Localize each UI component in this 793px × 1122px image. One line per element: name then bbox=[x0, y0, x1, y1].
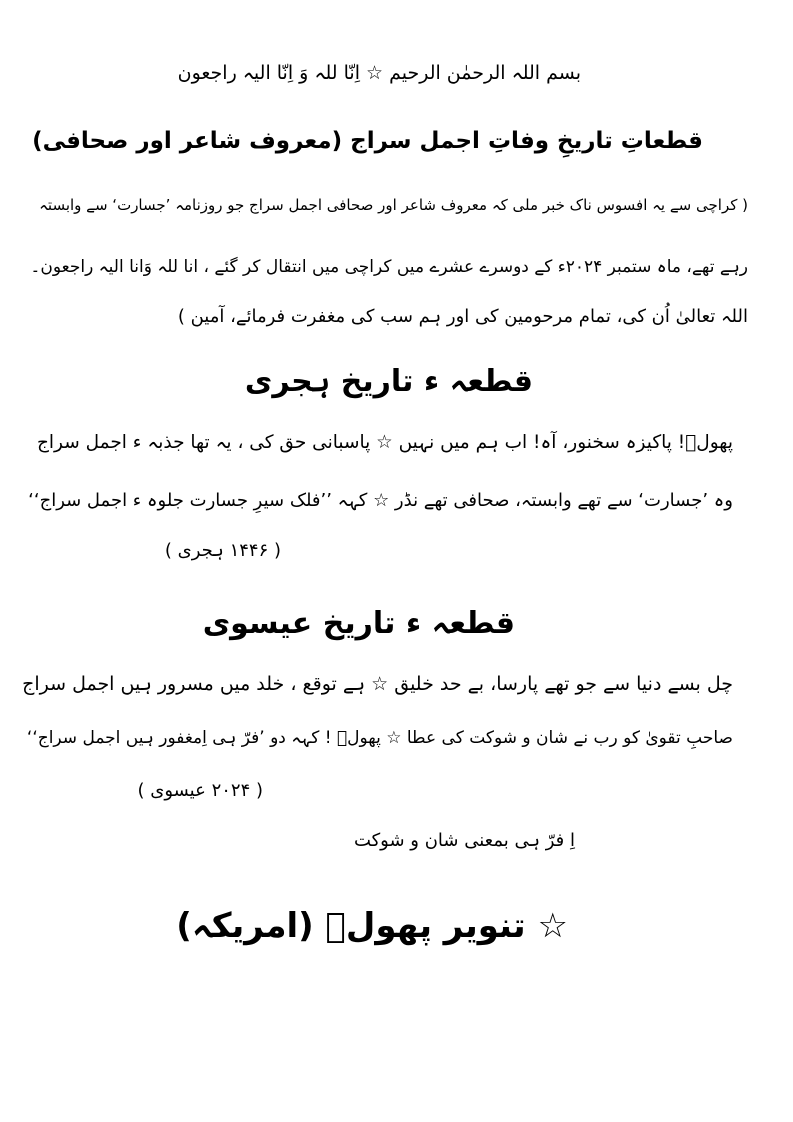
hijri-year: ( ۱۴۴۶ ہجری ) bbox=[164, 540, 281, 561]
intro-line-1: ( کراچی سے یہ افسوس ناک خبر ملی کہ معروف شاعر اور صحافی اجمل سراج جو روزنامہ ’جسارت‘ سے وابستہ bbox=[39, 196, 748, 214]
bismillah-line: بسم اللہ الرحمٰن الرحیم ☆ اِنّا للہ وَ اِنّا الیہ راجعون bbox=[177, 62, 581, 84]
hijri-heading: قطعہ ء تاریخ ہجری bbox=[244, 364, 533, 399]
intro-line-2: رہے تھے، ماہ ستمبر ۲۰۲۴ء کے دوسرے عشرے میں کراچی میں انتقال کر گئے ، انا للہ وَانا الیہ راجعون۔ bbox=[30, 257, 748, 277]
hijri-verse-2: وہ ’جسارت‘ سے تھے وابستہ، صحافی تھے نڈر ☆ کہہ ’’فلک سیرِ جسارت جلوہ ء اجمل سراج‘‘ bbox=[28, 490, 733, 511]
footnote: اِ فرّ ہی بمعنی شان و شوکت bbox=[353, 830, 575, 851]
isvi-heading: قطعہ ء تاریخ عیسوی bbox=[202, 606, 515, 641]
isvi-verse-1: چل بسے دنیا سے جو تھے پارسا، بے حد خلیق ☆ ہے توقع ، خلد میں مسرور ہیں اجمل سراج bbox=[22, 673, 733, 695]
isvi-year: ( ۲۰۲۴ عیسوی ) bbox=[137, 780, 263, 801]
hijri-verse-1: پھولؔ! پاکیزہ سخنور، آہ! اب ہم میں نہیں ☆ پاسبانی حق کی ، یہ تھا جذبہ ء اجمل سراج bbox=[36, 432, 733, 453]
document-title: قطعاتِ تاریخِ وفاتِ اجمل سراج (معروف شاعر اور صحافی) bbox=[32, 128, 703, 154]
intro-line-3: اللہ تعالیٰ اُن کی، تمام مرحومین کی اور ہم سب کی مغفرت فرمائے، آمین ) bbox=[177, 306, 748, 327]
isvi-verse-2: صاحبِ تقویٰ کو رب نے شان و شوکت کی عطا ☆ پھولؔ ! کہہ دو ’فرّ ہی اِمغفور ہیں اجمل سراج‘‘ bbox=[26, 728, 733, 748]
author-signature: ☆ تنویر پھولؔ (امریکہ) bbox=[176, 906, 568, 946]
